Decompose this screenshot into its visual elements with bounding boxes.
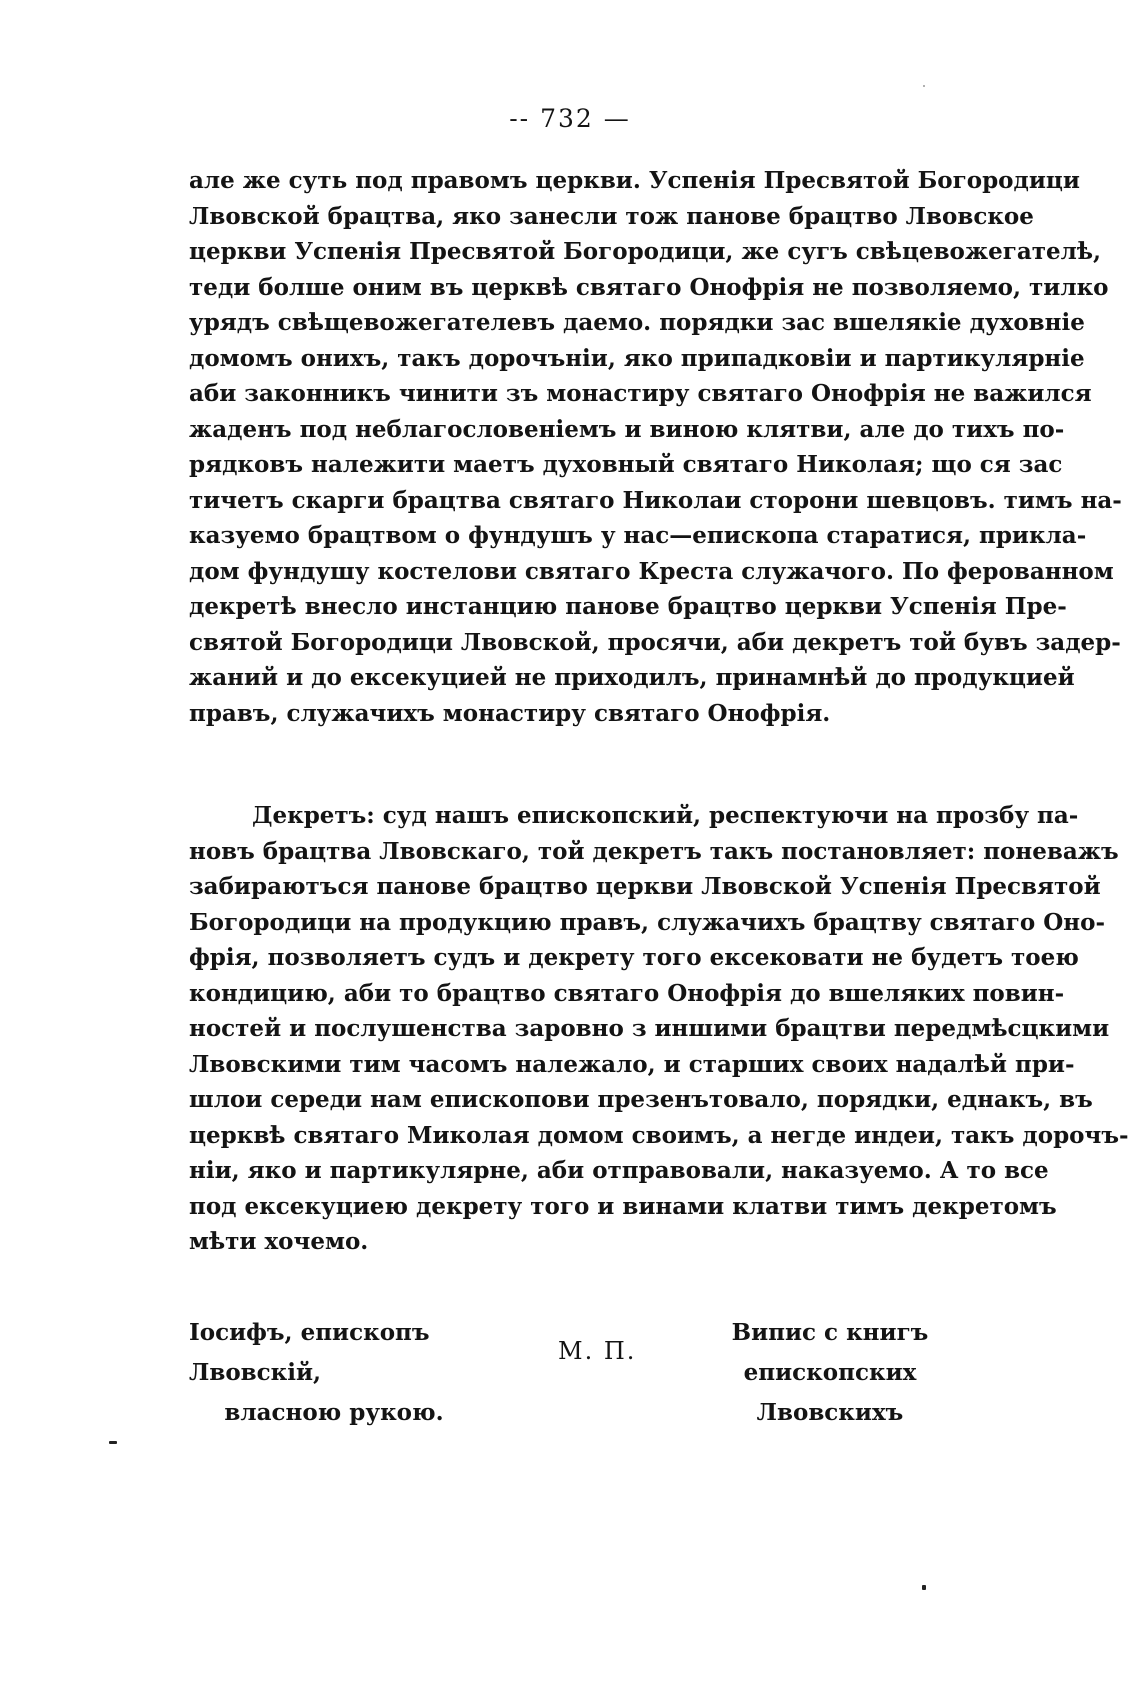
text-line: Лвовскими тим часомъ належало, и старших своих надалѣй при- [189, 1050, 1075, 1078]
text-line: тичетъ скарги брацтва святаго Николаи сторони шевцовъ. тимъ на- [189, 486, 1122, 514]
text-line: урядъ свѣщевожегателевъ даемо. порядки зас вшелякіе духовніе [189, 309, 1085, 336]
text-line: теди болше оним въ церквѣ святаго Онофрія не позволяемо, тилко [189, 273, 1109, 301]
text-line: Декретъ: суд нашъ епископский, респектуючи на прозбу па- [252, 802, 1079, 829]
scan-speck [922, 1585, 926, 1590]
text-line: дом фундушу костелови святаго Креста служачого. По ферованном [189, 557, 1114, 585]
text-line: кондицию, аби то брацтво святаго Онофрія до вшеляких повин- [189, 979, 1065, 1007]
text-line: церкви Успенія Пресвятой Богородици, же сугъ свѣцевожегателѣ, [189, 238, 1102, 265]
text-line: жаденъ под неблагословеніемъ и виною клятви, але до тихъ по- [189, 415, 1065, 443]
text-line: ностей и послушенства заровно з иншими брацтви передмѣсцкими [189, 1015, 1110, 1042]
text-line: домомъ онихъ, такъ дорочъніи, яко припадковіи и партикулярніе [189, 344, 1085, 372]
text-line: шлои середи нам епископови презенътовало, порядки, еднакъ, въ [189, 1086, 1093, 1113]
signature-name: Іосифъ, епископъ Лвовскій, [189, 1319, 430, 1386]
paragraph-2 [189, 798, 1129, 1260]
extract-note [660, 1313, 1000, 1433]
paragraph-1 [189, 163, 1122, 731]
text-line: церквѣ святаго Миколая домом своимъ, а негде индеи, такъ дорочъ- [189, 1121, 1129, 1149]
scan-speck [109, 1441, 117, 1444]
scan-speck [923, 85, 925, 87]
signature-note: власною рукою. [224, 1399, 444, 1426]
text-line: фрія, позволяетъ судъ и декрету того ексековати не будетъ тоею [189, 944, 1079, 971]
extract-line-1: Випис с книгъ епископских [731, 1319, 929, 1386]
signature-block [0, 1313, 1140, 1426]
extract-line-2: Лвовскихъ [756, 1399, 904, 1426]
page-number: -- 732 — [509, 104, 631, 133]
text-line: новъ брацтва Лвовскаго, той декретъ такъ постановляет: поневажъ [189, 837, 1119, 865]
text-line: рядковъ належити маетъ духовный святаго Николая; що ся зас [189, 451, 1063, 478]
text-line: святой Богородици Лвовской, просячи, аби декретъ той бувъ задер- [189, 628, 1121, 656]
text-line: правъ, служачихъ монастиру святаго Онофрія. [189, 699, 831, 727]
text-line: аби законникъ чинити зъ монастиру святаго Онофрія не важился [189, 380, 1092, 407]
seal-mark: М. П. [558, 1337, 637, 1365]
text-line: забираютъся панове брацтво церкви Лвовской Успенія Пресвятой [189, 873, 1101, 900]
text-line: мѣти хочемо. [189, 1228, 369, 1255]
text-line: декретѣ внесло инстанцию панове брацтво церкви Успенія Пре- [189, 593, 1067, 620]
text-line: жаний и до ексекуцией не приходилъ, принамнѣй до продукцией [189, 664, 1075, 691]
text-line: ніи, яко и партикулярне, аби отправовали, наказуемо. А то все [189, 1157, 1049, 1184]
text-line: Богородици на продукцию правъ, служачихъ брацтву святаго Оно- [189, 908, 1106, 936]
text-line: под ексекуциею декрету того и винами клатви тимъ декретомъ [189, 1192, 1057, 1220]
bishop-signature [189, 1313, 549, 1433]
text-line: але же суть под правомъ церкви. Успенія Пресвятой Богородици [189, 167, 1080, 194]
text-line: Лвовской брацтва, яко занесли тож панове брацтво Лвовское [189, 202, 1034, 230]
text-line: казуемо брацтвом о фундушъ у нас—епископа старатися, прикла- [189, 522, 1087, 549]
